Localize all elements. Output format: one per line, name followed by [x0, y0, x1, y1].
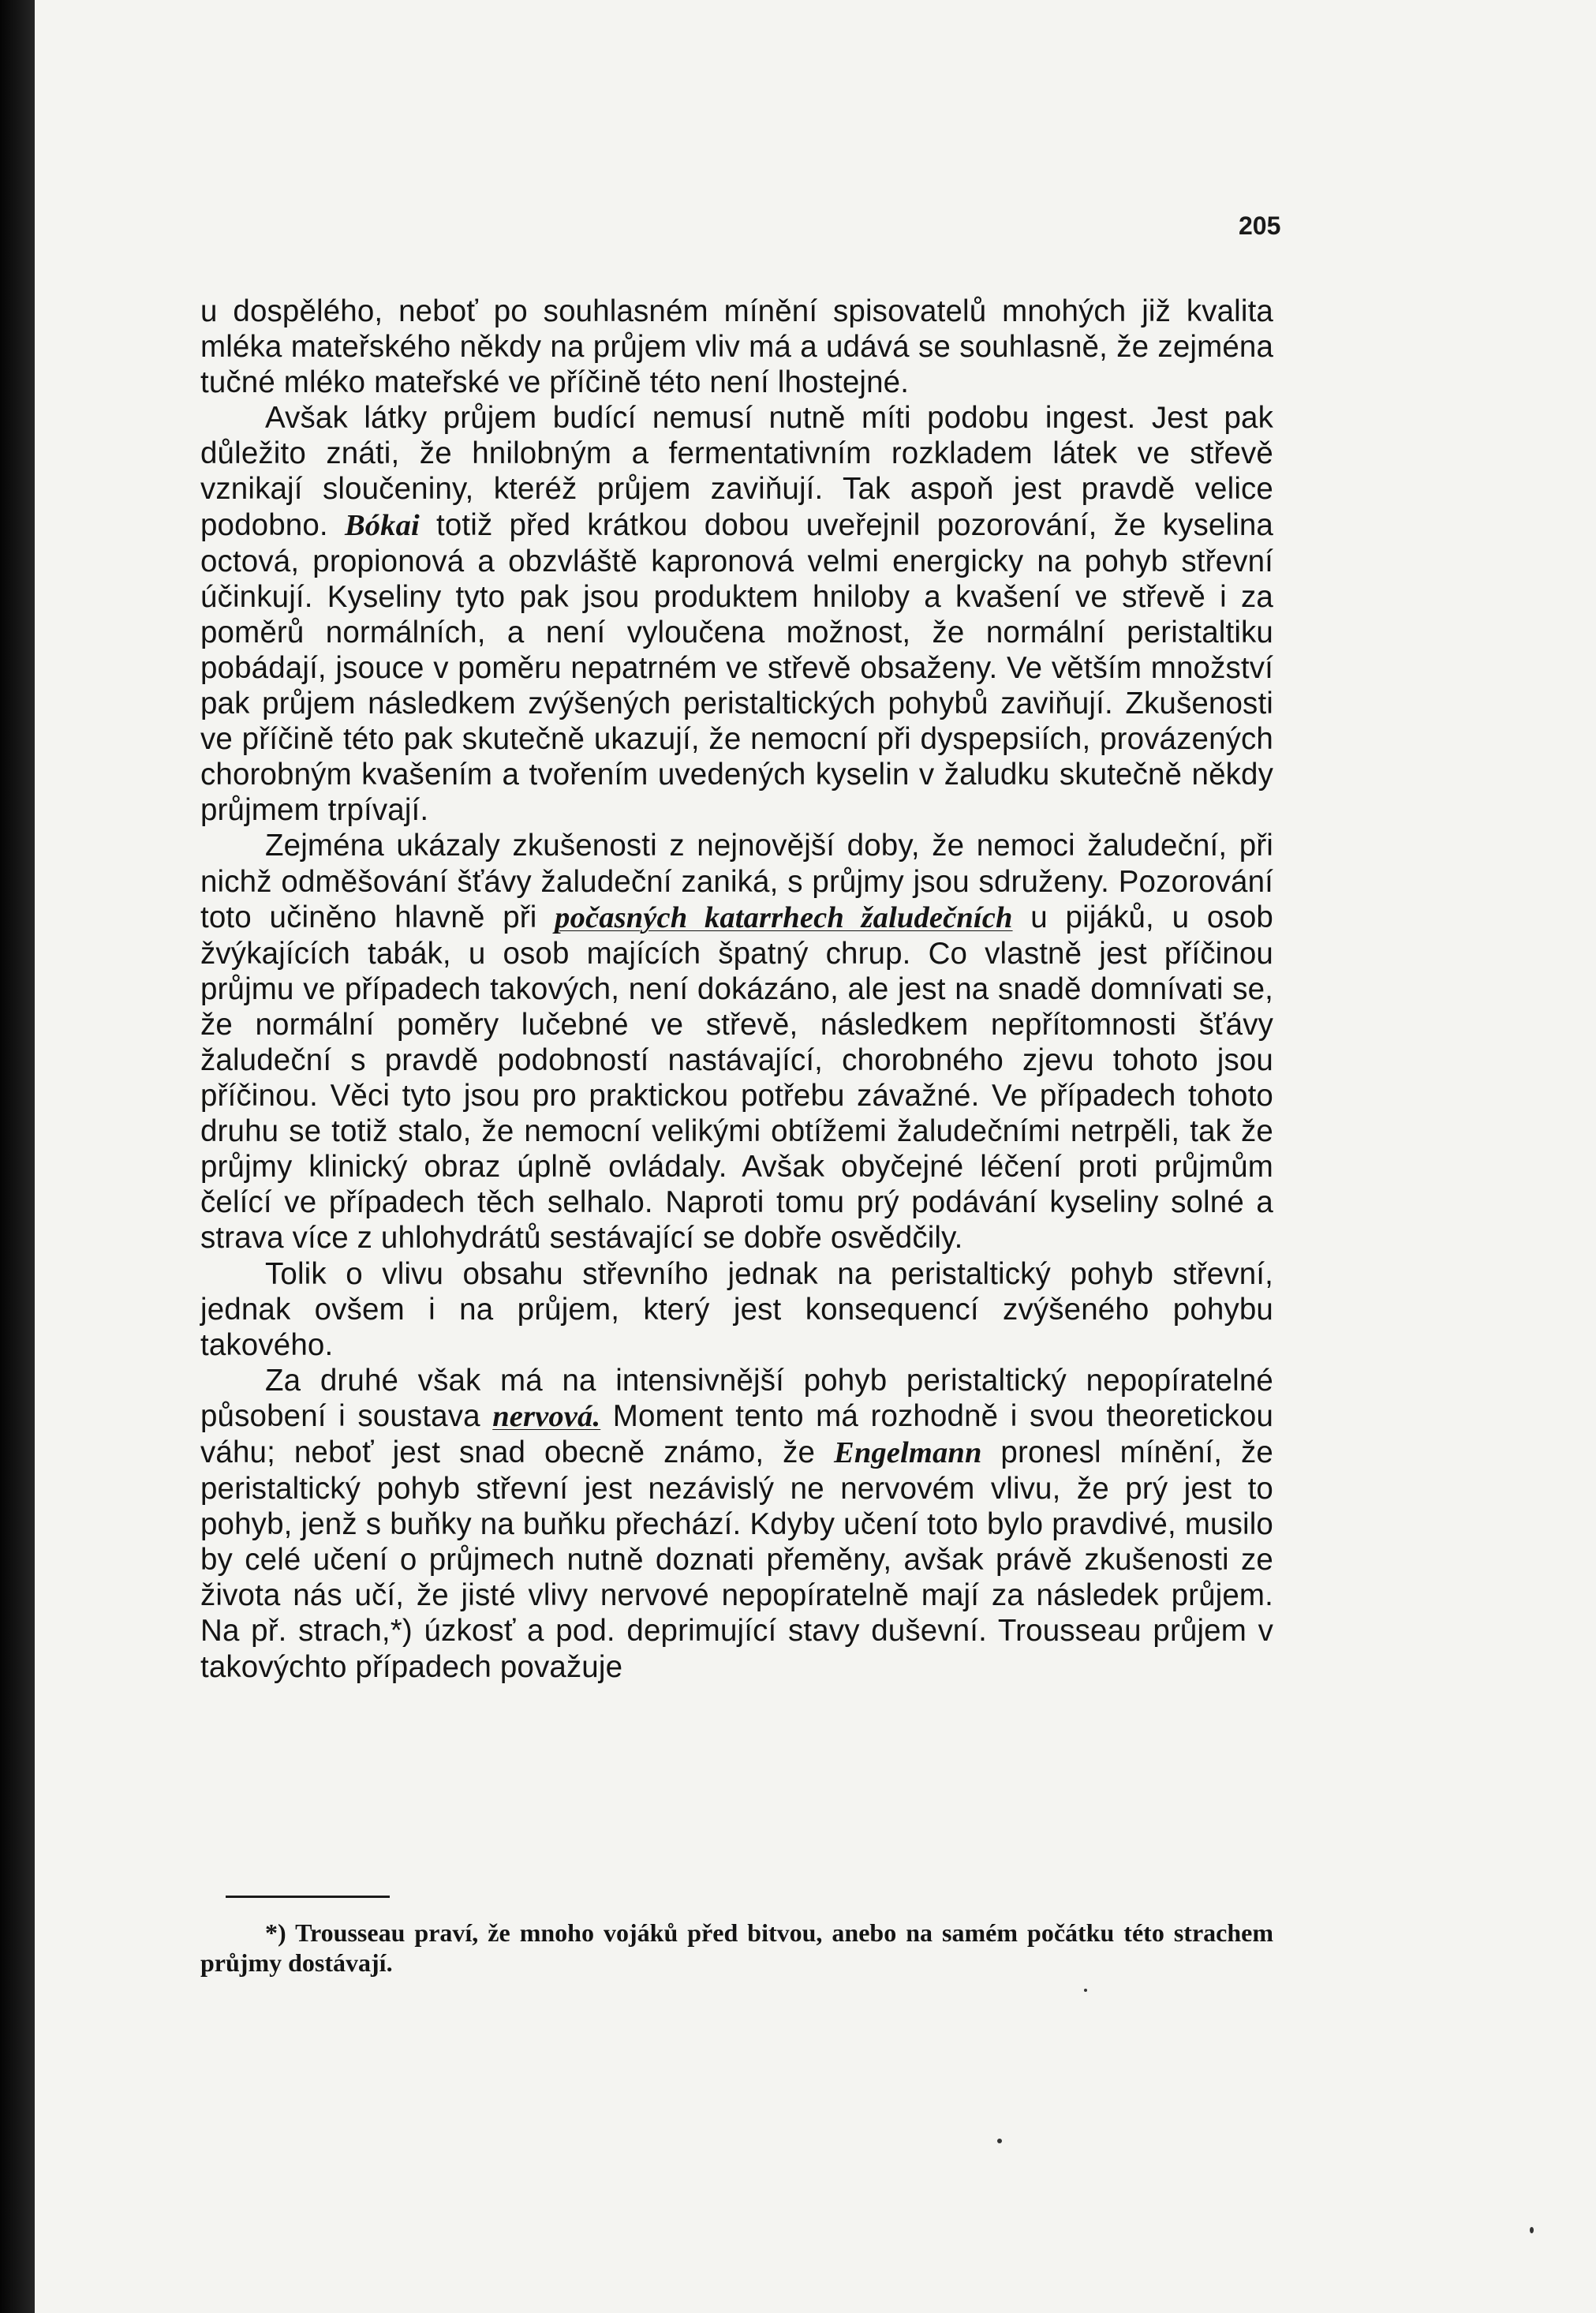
footnote-divider: [226, 1896, 390, 1898]
paragraph-5-text: Za druhé však má na intensivnější pohyb peristaltický nepopíratelné působení i soustava: [200, 1363, 1273, 1433]
scan-dark-edge: [0, 0, 38, 2313]
emphasis-katarrhy: počasných katarrhech žaludečních: [555, 900, 1013, 934]
scan-speck: [997, 2139, 1002, 2143]
page-number: 205: [1239, 211, 1281, 240]
emphasis-nervova: nervová.: [492, 1399, 601, 1433]
paragraph-5-end: pronesl mínění, že peristaltický pohyb střevní jest nezávislý ne nervovém vlivu, že prý jest to pohyb, jenž s buňky na buňku přechází. Kdyby učení toto bylo pravdivé, musilo by celé učení o průjmech nutně doznati přeměny, avšak právě zkušenosti ze života nás učí, že jisté vlivy nervové nepopíratelně mají za následek průjem. Na př. strach,*) úzkosť a pod. deprimující stavy duševní. Trousseau průjem v takovýchto případech považuje: [200, 1435, 1273, 1684]
paragraph-2-cont: totiž před krátkou dobou uveřejnil pozorování, že kyselina octová, propionová a obzvláště kapronová velmi energicky na pohyb střevní účinkují. Kyseliny tyto pak jsou produktem hniloby a kvašení ve střevě i za poměrů normálních, a není vyloučena možnost, že normální peristaltiku pobádají, jsouce v poměru nepatrném ve střevě obsaženy. Ve větším množství pak průjem následkem zvýšených peristaltických pohybů zaviňují. Zkušenosti ve příčině této pak skutečně ukazují, že nemocní při dyspepsiích, provázených chorobným kvašením a tvořením uvedených kyselin v žaludku skutečně někdy průjmem trpívají.: [200, 507, 1273, 828]
scan-speck: [1530, 2227, 1534, 2233]
paragraph-3-cont: u pijáků, u osob žvýkajících tabák, u osob majících špatný chrup. Co vlastně jest příčinou průjmu ve případech takových, není dokázáno, ale jest na snadě domnívati se, že normální poměry lučebné ve střevě, následkem nepřítomnosti šťávy žaludeční s pravdě podobností nastávající, chorobného zjevu tohoto jsou příčinou. Věci tyto jsou pro praktickou potřebu závažné. Ve případech tohoto druhu se totiž stalo, že nemocní velikými obtížemi žaludečními netrpěli, tak že průjmy klinický obraz úplně ovládaly. Avšak obyčejné léčení proti průjmům čelící ve případech těch selhalo. Naproti tomu prý podávání kyseliny solné a strava více z uhlohydrátů sestávající se dobře osvědčily.: [200, 900, 1273, 1256]
emphasis-engelmann: Engelmann: [834, 1436, 982, 1469]
paragraph-2: [200, 400, 1273, 828]
body-text: [200, 294, 1273, 1685]
paragraph-5: [200, 1363, 1273, 1685]
scan-speck: [1084, 1989, 1087, 1992]
emphasis-bokai: Bókai: [344, 508, 420, 542]
paragraph-3-text: Zejména ukázaly zkušenosti z nejnovější doby, že nemoci žaludeční, při nichž odměšování šťávy žaludeční zaniká, s průjmy jsou sdruženy. Pozorování toto učiněno hlavně při: [200, 829, 1273, 934]
paragraph-1: u dospělého, neboť po souhlasném mínění spisovatelů mnohých již kvalita mléka mateřského někdy na průjem vliv má a udává se souhlasně, že zejména tučné mléko mateřské ve příčině této není lhostejné.: [200, 294, 1273, 400]
paragraph-4: Tolik o vlivu obsahu střevního jednak na peristaltický pohyb střevní, jednak ovšem i na průjem, který jest konsequencí zvýšeného pohybu takového.: [200, 1256, 1273, 1362]
footnote: [200, 1918, 1273, 1978]
paragraph-5-cont: Moment tento má rozhodně i svou theoretickou váhu; neboť jest snad obecně známo, že: [200, 1398, 1274, 1469]
paragraph-3: [200, 828, 1273, 1256]
book-page: [35, 0, 1596, 2313]
paragraph-2-text: Avšak látky průjem budící nemusí nutně míti podobu ingest. Jest pak důležito znáti, že hnilobným a fermentativním rozkladem látek ve střevě vznikají sloučeniny, kteréž průjem zaviňují. Tak aspoň jest pravdě velice podobno.: [200, 401, 1273, 542]
footnote-text: *) Trousseau praví, že mnoho vojáků před bitvou, anebo na samém počátku této strachem průjmy dostávají.: [200, 1918, 1273, 1977]
